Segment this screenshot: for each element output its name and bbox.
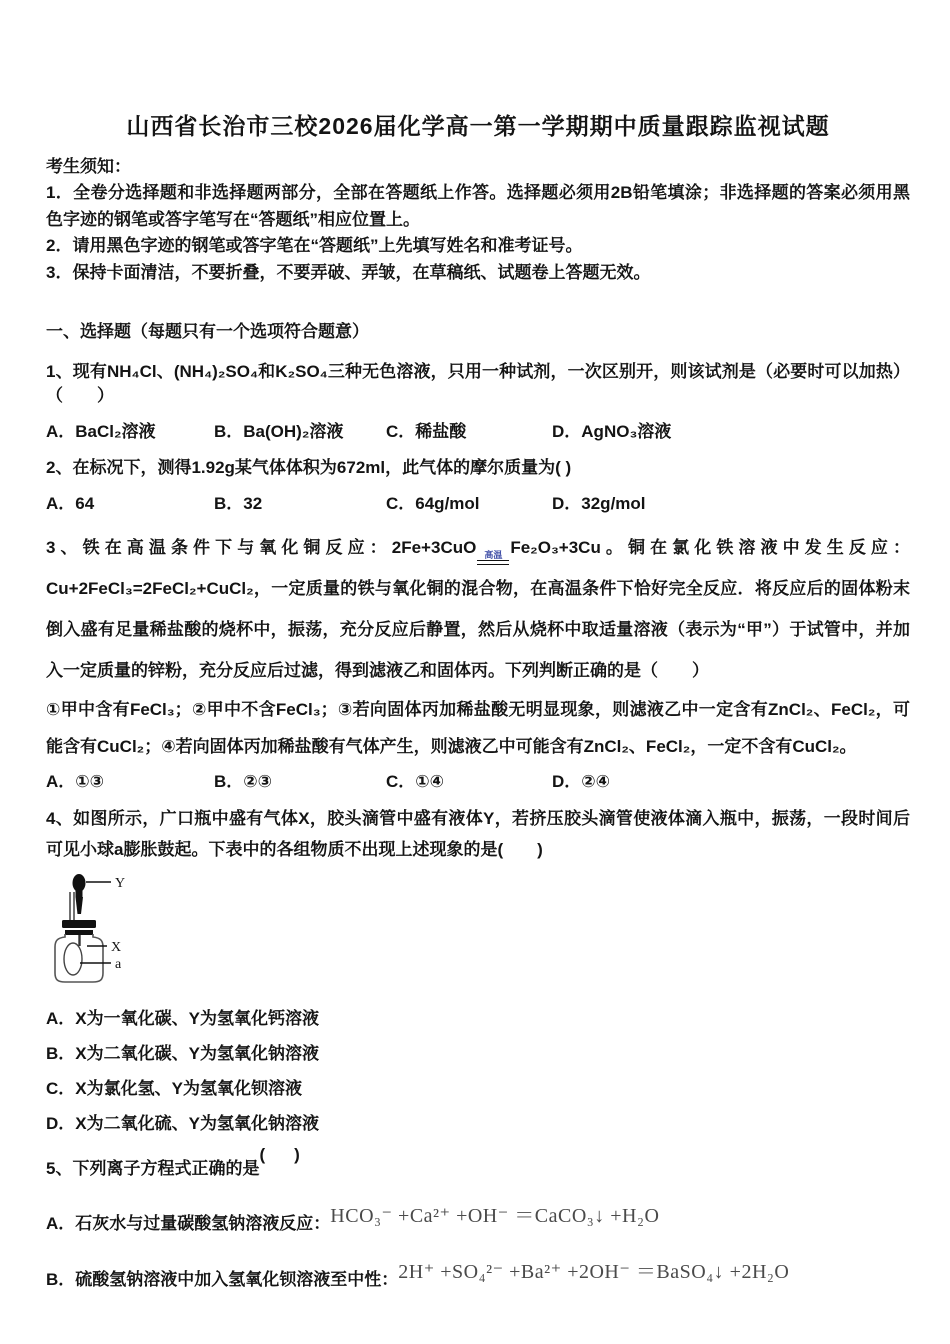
question-5-answer-paren: ( ) (259, 1145, 306, 1164)
question-2-option-a: A．64 (46, 494, 95, 513)
dropper-bulb-icon (73, 874, 86, 892)
figure-label-x: X (111, 940, 122, 955)
question-5-option-b-label: B． (46, 1270, 76, 1289)
question-2-options (46, 492, 910, 516)
question-5-option-b (46, 1261, 910, 1293)
question-4-option-a: A．X为一氧化碳、Y为氢氧化钙溶液 (46, 1009, 319, 1028)
question-3-options (46, 770, 910, 794)
question-5-option-b-desc: 硫酸氢钠溶液中加入氢氧化钡溶液至中性： (75, 1270, 399, 1289)
question-2-option-d: D．32g/mol (552, 494, 646, 513)
question-5-option-a-desc: 石灰水与过量碳酸氢钠溶液反应： (75, 1214, 331, 1233)
question-4-option-d: D．X为二氧化硫、Y为氢氧化钠溶液 (46, 1114, 319, 1133)
question-1-stem: 1、现有NH₄Cl、(NH₄)₂SO₄和K₂SO₄三种无色溶液，只用一种试剂，一次区别开，则该试剂是（必要时可以加热）（ ） (46, 362, 910, 405)
question-4-stem: 4、如图所示，广口瓶中盛有气体X，胶头滴管中盛有液体Y，若挤压胶头滴管使液体滴入瓶中，振荡，一段时间后可见小球a膨胀鼓起。下表中的各组物质不出现上述现象的是( ) (46, 809, 910, 859)
question-1-options (46, 420, 910, 444)
balloon-icon (64, 943, 82, 975)
dropper-neck (76, 890, 83, 897)
question-5-option-b-equation: 2H⁺ +SO₄²⁻ +Ba²⁺ +2OH⁻ ＝BaSO₄↓ +2H₂O (398, 1261, 790, 1283)
question-3-option-c: C．①④ (386, 772, 445, 791)
notice-item-2: 2．请用黑色字迹的钢笔或答字笔在“答题纸”上先填写姓名和准考证号。 (46, 236, 583, 255)
question-5-option-a-label: A． (46, 1214, 76, 1233)
reaction-condition (477, 551, 509, 565)
question-3-option-a: A．①③ (46, 772, 105, 791)
question-5-stem (46, 1145, 910, 1181)
condition-text: 高温 (484, 550, 503, 560)
figure-label-a: a (115, 957, 122, 972)
section-heading-choice: 一、选择题（每题只有一个选项符合题意） (46, 322, 369, 341)
question-3-option-b: B．②③ (214, 772, 273, 791)
notice-heading: 考生须知： (46, 157, 131, 176)
question-1-option-a: A．BaCl₂溶液 (46, 422, 156, 441)
notice-item-1: 1．全卷分选择题和非选择题两部分，全部在答题纸上作答。选择题必须用2B铅笔填涂；非选择题的答案必须用黑色字迹的钢笔或答字笔写在“答题纸”相应位置上。 (46, 183, 910, 229)
double-line (477, 560, 509, 565)
question-4-option-c: C．X为氯化氢、Y为氢氧化钡溶液 (46, 1079, 302, 1098)
bottle-dropper-figure (49, 870, 174, 990)
question-3-stem (46, 527, 910, 691)
page-title: 山西省长治市三校2026届化学高一第一学期期中质量跟踪监视试题 (126, 113, 830, 139)
question-4-option-b: B．X为二氧化碳、Y为氢氧化钠溶液 (46, 1044, 319, 1063)
question-4-figure (49, 870, 910, 995)
question-1-option-d: D．AgNO₃溶液 (552, 422, 672, 441)
question-3-stem-pre: 3、铁在高温条件下与氧化铜反应：2Fe+3CuO (46, 538, 477, 557)
question-2-option-c: C．64g/mol (386, 494, 480, 513)
question-5-stem-text: 5、下列离子方程式正确的是 (46, 1159, 260, 1178)
question-3-statements: ①甲中含有FeCl₃；②甲中不含FeCl₃；③若向固体丙加稀盐酸无明显现象，则滤液乙中一定含有ZnCl₂、FeCl₂，可能含有CuCl₂；④若向固体丙加稀盐酸有气体产生，则滤液乙中可能含有ZnCl₂、FeCl₂，一定不含有CuCl₂。 (46, 700, 910, 756)
figure-label-y: Y (115, 876, 126, 891)
question-5-option-a-equation: HCO₃⁻ +Ca²⁺ +OH⁻ ＝CaCO₃↓ +H₂O (330, 1205, 660, 1227)
stopper-bottom (65, 930, 93, 935)
dropper-taper (76, 897, 84, 914)
question-2-option-b: B．32 (214, 494, 263, 513)
stopper-top (62, 920, 96, 928)
notice-item-3: 3．保持卡面清洁，不要折叠，不要弄破、弄皱，在草稿纸、试题卷上答题无效。 (46, 262, 651, 282)
question-5-option-a (46, 1205, 910, 1237)
question-3-stem-post: Fe₂O₃+3Cu。铜在氯化铁溶液中发生反应：Cu+2FeCl₃=2FeCl₂+CuCl₂，一定质量的铁与氧化铜的混合物，在高温条件下恰好完全反应．将反应后的固体粉末倒入盛有足量稀盐酸的烧杯中，振荡，充分反应后静置，然后从烧杯中取适量溶液（表示为“甲”）于试管中，并加入一定质量的锌粉，充分反应后过滤，得到滤液乙和固体丙。下列判断正确的是（ ） (46, 538, 910, 680)
question-3-option-d: D．②④ (552, 772, 611, 791)
question-2-stem: 2、在标况下，测得1.92g某气体体积为672ml，此气体的摩尔质量为( ) (46, 458, 572, 477)
question-1-option-b: B．Ba(OH)₂溶液 (214, 422, 344, 441)
question-1-option-c: C．稀盐酸 (386, 422, 467, 441)
